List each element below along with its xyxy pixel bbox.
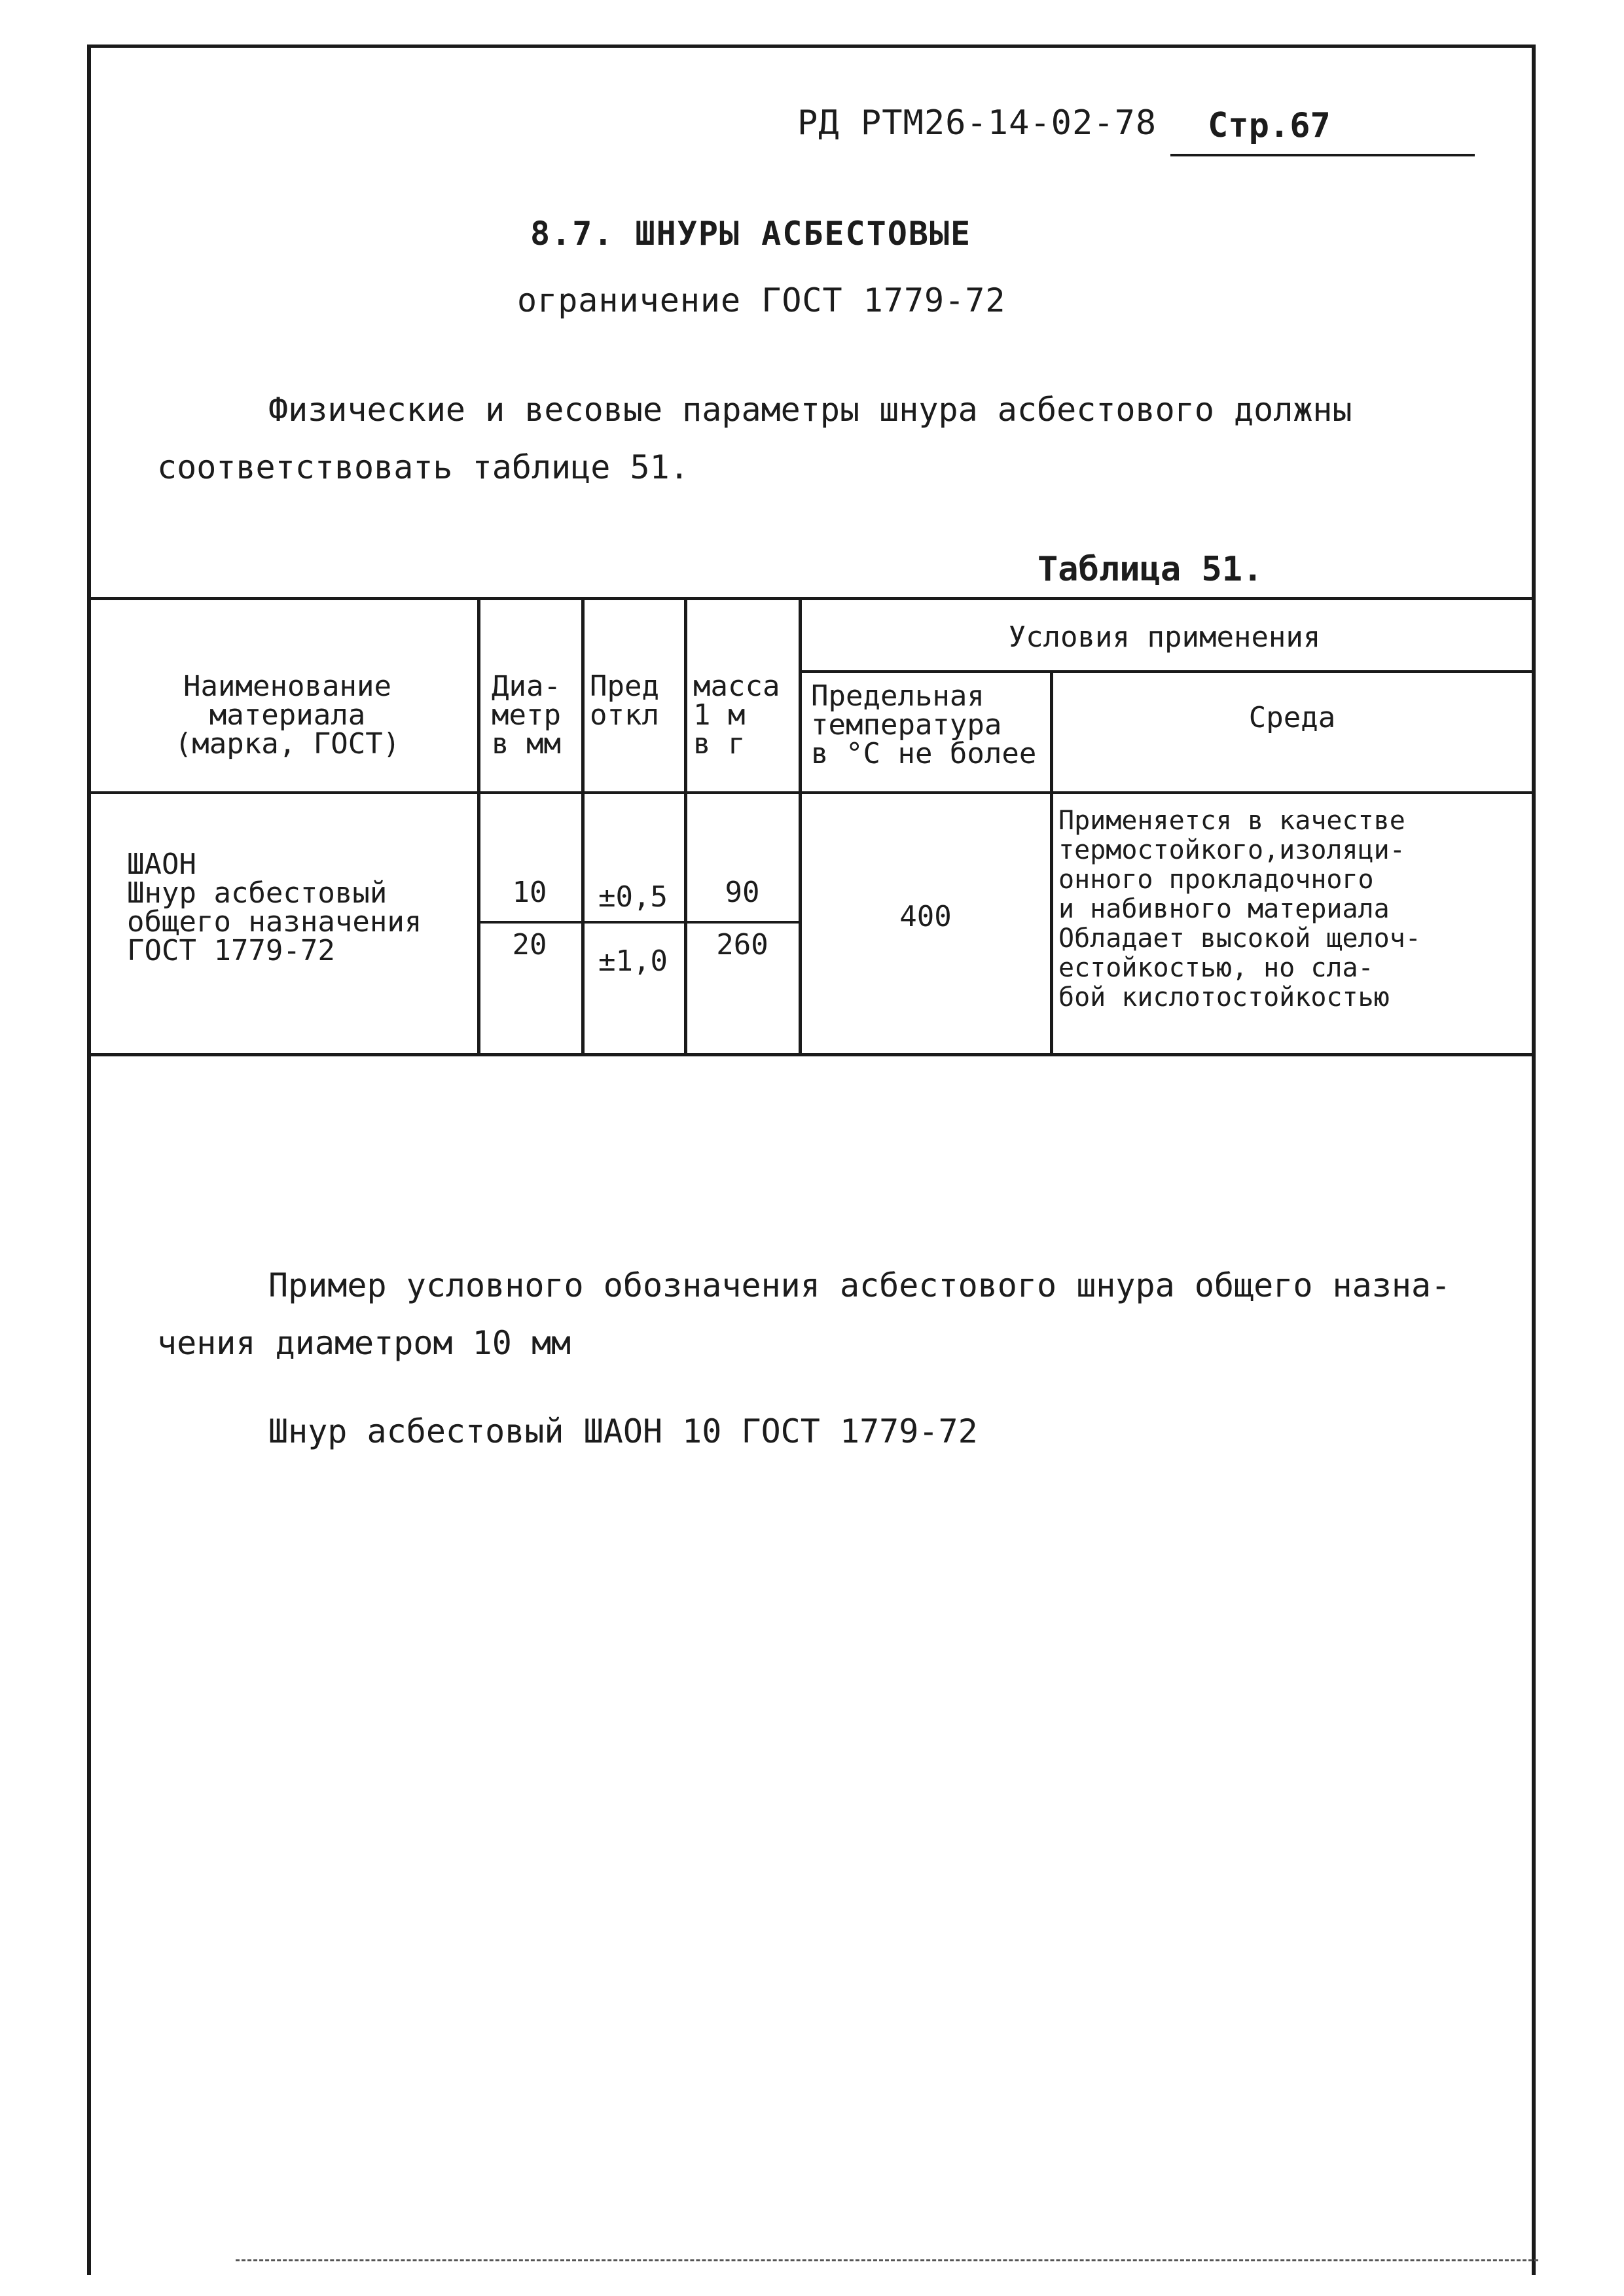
table-vline xyxy=(799,600,802,1053)
row-diameter-2: 20 xyxy=(512,928,547,961)
page-number: Стр.67 xyxy=(1208,106,1331,145)
table-caption: Таблица 51. xyxy=(1038,550,1263,589)
header-temperature: Предельная температура в °С не более xyxy=(811,679,1037,770)
header-conditions: Условия применения xyxy=(1008,620,1321,654)
table-vline xyxy=(684,600,687,1053)
header-diameter: Диа- метр в мм xyxy=(492,670,561,761)
intro-paragraph: Физические и весовые параметры шнура асбестового должны соответствовать таблице 51. xyxy=(157,391,1352,486)
row-deviation-1: ±0,5 xyxy=(598,880,668,914)
designation-example: Шнур асбестовый ШАОН 10 ГОСТ 1779-72 xyxy=(268,1412,978,1450)
header-name: Наименование материала (марка, ГОСТ) xyxy=(174,670,401,761)
page-frame-bottom xyxy=(236,2259,1538,2261)
header-underline xyxy=(1170,154,1475,156)
row-diameter-1: 10 xyxy=(512,876,547,909)
section-title: 8.7. ШНУРЫ АСБЕСТОВЫЕ xyxy=(530,215,972,253)
parameters-table xyxy=(91,597,1532,1056)
page-frame xyxy=(87,45,1536,2275)
section-subtitle: ограничение ГОСТ 1779-72 xyxy=(517,281,1006,319)
header-mass: масса 1 м в г xyxy=(693,670,780,761)
table-vline xyxy=(1050,670,1053,1053)
header-deviation: Пред откл xyxy=(590,670,659,732)
row-mass-1: 90 xyxy=(725,876,760,909)
table-vline xyxy=(581,600,585,1053)
row-mass-2: 260 xyxy=(716,928,768,961)
table-hline xyxy=(91,791,1532,794)
table-hline xyxy=(800,670,1532,673)
row-temperature: 400 xyxy=(899,900,952,933)
table-hline xyxy=(478,921,799,924)
document-code: РД РТМ26-14-02-78 xyxy=(797,103,1157,143)
header-medium: Среда xyxy=(1248,701,1336,734)
row-medium: Применяется в качестве термостойкого,изоляци- онного прокладочного и набивного материала Обладает высокой щелоч- естойкостью, но сла- бой кислотостойкостью xyxy=(1058,806,1421,1013)
row-material-name: ШАОН Шнур асбестовый общего назначения ГОСТ 1779-72 xyxy=(127,848,422,967)
example-paragraph: Пример условного обозначения асбестового шнура общего назна-чения диаметром 10 мм xyxy=(157,1266,1451,1362)
table-vline xyxy=(477,600,480,1053)
row-deviation-2: ±1,0 xyxy=(598,944,668,978)
